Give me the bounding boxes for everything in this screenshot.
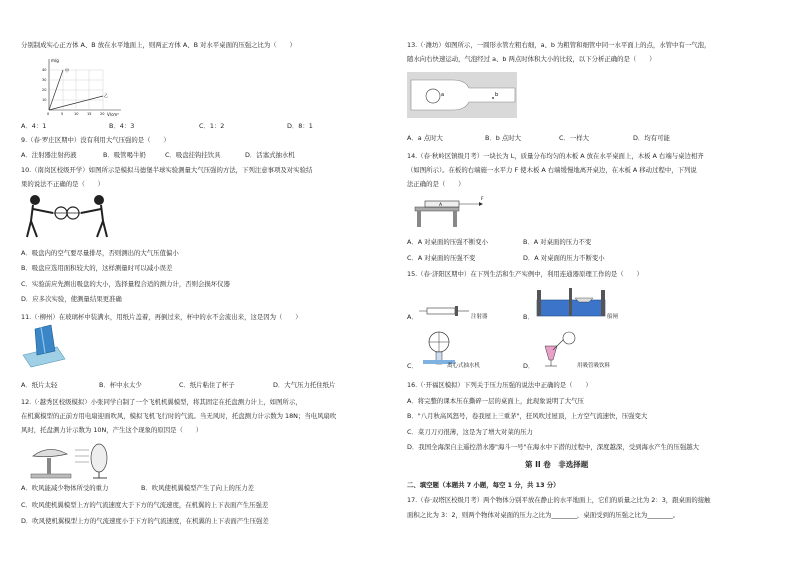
q11-option-b[interactable]: B．杯中水太少 (99, 381, 142, 389)
q16-option-a[interactable]: A．将完整的课本压在撕碎一层的桌面上，此现象说明了大气压 (407, 397, 584, 405)
q16-stem: 16.（·开福区模拟）下列关于压力压强的说法中正确的是（ ） (407, 381, 592, 389)
q15-option-b[interactable]: B． (523, 313, 534, 321)
q8-xtick: 10 (74, 112, 79, 116)
q10-option-c[interactable]: C．实验前应先测出吸盘的大小，选择量程合适的测力计，否则会损坏仪器 (21, 280, 230, 288)
q9-option-d[interactable]: D．活塞式抽水机 (245, 151, 295, 159)
q15-option-c[interactable]: C． (407, 362, 418, 370)
q14-stem-1: 14.（春·秋岭区镇级月考）一块长为 L，质量分布均匀的木板 A 放在水平桌面上，木板 A 右端与桌边相齐 (407, 152, 704, 160)
q13-option-c[interactable]: C．一样大 (559, 134, 590, 142)
q13-pipe-figure (407, 72, 517, 118)
left-column (21, 0, 391, 562)
q8-option-b[interactable]: B．4：3 (109, 122, 135, 130)
q13-option-a[interactable]: A．a 点时大 (407, 134, 443, 142)
q8-xtick: 5 (61, 112, 64, 116)
q9-option-b[interactable]: B．吸管喝牛奶 (103, 151, 146, 159)
q14-stem-3: 法正确的是（ ） (407, 180, 465, 188)
q8-ytick: 40 (42, 68, 47, 72)
q14-option-d[interactable]: D．A 对桌面的压力不断变小 (523, 254, 605, 262)
q10-hemisphere-figure (23, 193, 111, 241)
q14-option-c[interactable]: C．A 对桌面的压强不变 (407, 254, 476, 262)
q8-ylabel: m/g (51, 58, 59, 63)
q13-stem-1: 13.（·潍坊）如图所示，一圆形水管左粗右细，a、b 为粗管和细管中同一水平面上的点，水管中有一气泡， (407, 41, 711, 49)
q8-option-a[interactable]: A．4：1 (21, 122, 47, 130)
q11-options (21, 381, 381, 389)
part2-subtitle: 二、填空题（本题共 7 小题，每空 1 分，共 13 分） (407, 481, 560, 489)
q17-line-1: 17.（春·双塔区校级月考）两个物体分别平放在静止的水平地面上，它们的质量之比为 2：3，跟桌面的接触 (407, 496, 711, 504)
part2-title: 第 II 卷 非选择题 (525, 460, 589, 469)
q17-line-2: 面积之比为 3：2，则两个物体对桌面的压力之比为________，桌面受到的压强之比为________。 (407, 511, 680, 519)
q13-point-a-label: a (441, 92, 445, 98)
q10-stem-1: 10.（南岗区校级开学）如图所示是模拟马德堡半球实验测量大气压强的方法，下列注意事项及对实验结 (21, 166, 313, 174)
q8-ytick: 10 (42, 98, 47, 102)
q12-option-a[interactable]: A．吹风能减少物体所受的重力 (21, 484, 109, 492)
q15-label-b: 船闸 (607, 314, 619, 320)
q12-option-d[interactable]: D．吹风使机翼模型上方的气流速度小于下方的气流速度，在机翼的上下表面产生压强差 (21, 517, 269, 525)
q15-label-c: 离心式抽水机 (447, 363, 481, 369)
q13-option-b[interactable]: B．b 点时大 (485, 134, 522, 142)
q8-stem-tail: 分别制成实心正方体 A、B 放在水平地面上，则两正方体 A、B 对水平桌面的压强之比为（ ） (21, 41, 296, 49)
q8-ytick: 20 (42, 88, 47, 92)
q15-stem: 15.（春·济阳区期中）在下列生活和生产实例中，利用连通器原理工作的是（ ） (407, 270, 643, 278)
q8-options (21, 122, 381, 130)
q12-stem-2: 在机翼模型的正前方用电扇迎面吹风，模拟飞机飞行时的气流。当无风时，托盘测力计示数为 18N；当电风扇吹 (21, 412, 337, 420)
q9-option-c[interactable]: C．吸盘挂钩挂饮具 (165, 151, 221, 159)
q8-xtick: 0 (47, 112, 50, 116)
q8-series-b-label: 乙 (104, 93, 108, 98)
q9-option-a[interactable]: A．注射器注射药液 (21, 151, 77, 159)
q9-stem: 9.（春·罗庄区期中）没有利用大气压强的是（ ） (21, 136, 170, 144)
q11-stem: 11.（·柳州）在玻璃杯中装满水，用纸片盖着，再倒过来，杯中的水不会流出来，这是因为（ ） (21, 313, 302, 321)
drinking-straw-icon (539, 330, 579, 368)
q10-option-b[interactable]: B．吸盘应选用面积较大的，这样测量时可以减小误差 (21, 264, 173, 272)
q15-option-a[interactable]: A． (407, 313, 418, 321)
q8-option-c[interactable]: C．1：2 (199, 122, 225, 130)
q14-board-table-figure (409, 193, 491, 229)
q8-option-d[interactable]: D．8：1 (287, 122, 313, 130)
ship-lock-icon (535, 284, 607, 318)
centrifugal-pump-icon (419, 326, 459, 366)
q14-option-a[interactable]: A．A 对桌面的压强不断变小 (407, 238, 489, 246)
q15-option-d[interactable]: D． (523, 362, 535, 370)
right-column (407, 0, 777, 562)
q8-ytick: 30 (42, 78, 47, 82)
q12-option-b[interactable]: B．吹风使机翼模型产生了向上的压力差 (141, 484, 255, 492)
q16-option-c[interactable]: C．菜刀刀刃很薄，这是为了增大对菜的压力 (407, 428, 533, 436)
q13-point-b-label: b (495, 92, 499, 98)
q11-option-a[interactable]: A．纸片太轻 (21, 381, 58, 389)
q9-options (21, 151, 381, 159)
q14-board-label: A (439, 203, 443, 208)
q11-option-d[interactable]: D．大气压力托住纸片 (273, 381, 336, 389)
q10-option-d[interactable]: D．应多次实验，使测量结果更准确 (21, 295, 122, 303)
q15-label-a: 注射器 (471, 314, 488, 320)
q15-label-d: 用吸管吸饮料 (577, 363, 611, 369)
q16-option-d[interactable]: D．我国全海深自主遥控潜水器"海斗一号"在海水中下潜的过程中，深度越深，受到海水产生的压强越大 (407, 443, 699, 451)
q13-option-d[interactable]: D．均有可能 (633, 134, 670, 142)
q8-xlabel: V/cm³ (107, 112, 119, 117)
q10-stem-2: 果的说法不正确的是（ ） (21, 180, 105, 188)
q8-mass-volume-graph (41, 56, 125, 118)
q12-wing-fan-figure (27, 440, 117, 480)
syringe-icon (419, 298, 479, 322)
q14-stem-2: （如图所示）。在板的右端施一水平力 F 使木板 A 右端缓慢地离开桌边，在木板 A 移动过程中，下列说 (407, 166, 697, 174)
q16-option-b[interactable]: B．"八月秋高风怒号，卷我屋上三重茅"，狂风吹过屋顶，上方空气流速快，压强变大 (407, 412, 648, 420)
q13-stem-2: 随水向右快速运动，气泡经过 a、b 两点时体积大小的比较，以下分析正确的是（ ） (407, 55, 656, 63)
q13-options (407, 134, 767, 142)
q8-xtick: 20 (100, 112, 105, 116)
q14-option-b[interactable]: B．A 对桌面的压力不变 (523, 238, 592, 246)
q11-option-c[interactable]: C．纸片粘住了杯子 (179, 381, 235, 389)
q12-option-c[interactable]: C．吹风使机翼模型上方的气流速度大于下方的气流速度，在机翼的上下表面产生压强差 (21, 501, 269, 509)
q10-option-a[interactable]: A．吸盘内的空气要尽量排尽，否则测出的大气压值偏小 (21, 249, 179, 257)
q12-stem-1: 12.（·越秀区校级模拟）小张同学自制了一个飞机机翼模型，将其固定在托盘测力计上，如图所示， (21, 398, 302, 406)
q8-xtick: 15 (87, 112, 92, 116)
q8-series-a-label: 甲 (65, 68, 69, 73)
q12-stem-3: 风时，托盘测力计示数为 10N，产生这个现象的原因是（ ） (21, 426, 203, 434)
q11-inverted-cup-figure (21, 325, 67, 367)
q14-force-label: F (481, 197, 484, 202)
